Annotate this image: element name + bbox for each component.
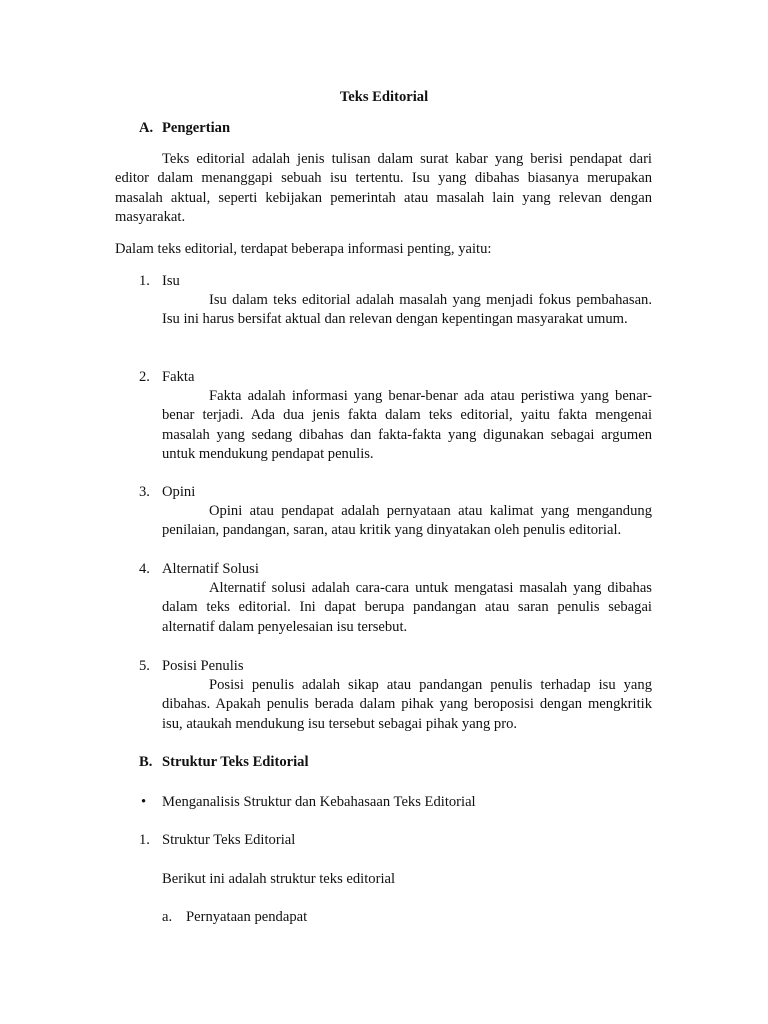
item-title-posisi-penulis: Posisi Penulis <box>162 658 244 674</box>
intro-line: Dalam teks editorial, terdapat beberapa informasi penting, yaitu: <box>115 241 492 257</box>
item-title-fakta: Fakta <box>162 369 195 385</box>
item-number: 4. <box>139 561 150 577</box>
item-body-posisi-penulis: Posisi penulis adalah sikap atau pandangan penulis terhadap isu yang dibahas. Apakah penulis berada dalam pihak yang beroposisi dengan mengkritik isu, ataukah mendukung isu tersebut sebagai pihak yang pro. <box>162 677 652 732</box>
item-body-alternatif-solusi: Alternatif solusi adalah cara-cara untuk mengatasi masalah yang dibahas dalam teks editorial. Ini dapat berupa pandangan atau saran penulis sebagai alternatif dalam penyelesaian isu tersebut. <box>162 580 652 635</box>
item-title-alternatif-solusi: Alternatif Solusi <box>162 561 259 577</box>
sub-title: Struktur Teks Editorial <box>162 832 296 848</box>
bullet-text: Menganalisis Struktur dan Kebahasaan Teks Editorial <box>162 794 476 810</box>
document-title: Teks Editorial <box>339 89 429 105</box>
section-a-heading: Pengertian <box>162 120 231 136</box>
item-number: 5. <box>139 658 150 674</box>
item-number: 2. <box>139 369 150 385</box>
bullet-icon: • <box>141 794 147 810</box>
sub-number: 1. <box>139 832 150 848</box>
item-title-isu: Isu <box>162 273 180 289</box>
item-number: 3. <box>139 484 150 500</box>
section-b-heading: Struktur Teks Editorial <box>162 754 309 770</box>
definition-paragraph: Teks editorial adalah jenis tulisan dalam surat kabar yang berisi pendapat dari editor dalam menanggapi sebuah isu tertentu. Isu yang dibahas biasanya merupakan masalah aktual, seperti kebijakan pemerintah atau masalah lain yang relevan dengan masyarakat. <box>115 151 652 226</box>
item-number: 1. <box>139 273 150 289</box>
item-title-opini: Opini <box>162 484 196 500</box>
section-a-marker: A. <box>139 120 154 136</box>
item-body-opini: Opini atau pendapat adalah pernyataan atau kalimat yang mengandung penilaian, pandangan, saran, atau kritik yang dinyatakan oleh penulis editorial. <box>162 503 652 539</box>
item-body-fakta: Fakta adalah informasi yang benar-benar ada atau peristiwa yang benar-benar terjadi. Ada dua jenis fakta dalam teks editorial, yaitu fakta mengenai masalah yang sedang dibahas dan fakta-fakta yang digunakan sebagai argumen untuk mendukung pendapat penulis. <box>162 388 652 463</box>
item-body-isu: Isu dalam teks editorial adalah masalah yang menjadi fokus pembahasan. Isu ini harus bersifat aktual dan relevan dengan kepentingan masyarakat umum. <box>162 292 652 328</box>
letter-marker: a. <box>162 909 173 925</box>
section-b-marker: B. <box>139 754 153 770</box>
letter-text: Pernyataan pendapat <box>186 909 308 925</box>
sub-intro: Berikut ini adalah struktur teks editorial <box>162 871 396 887</box>
